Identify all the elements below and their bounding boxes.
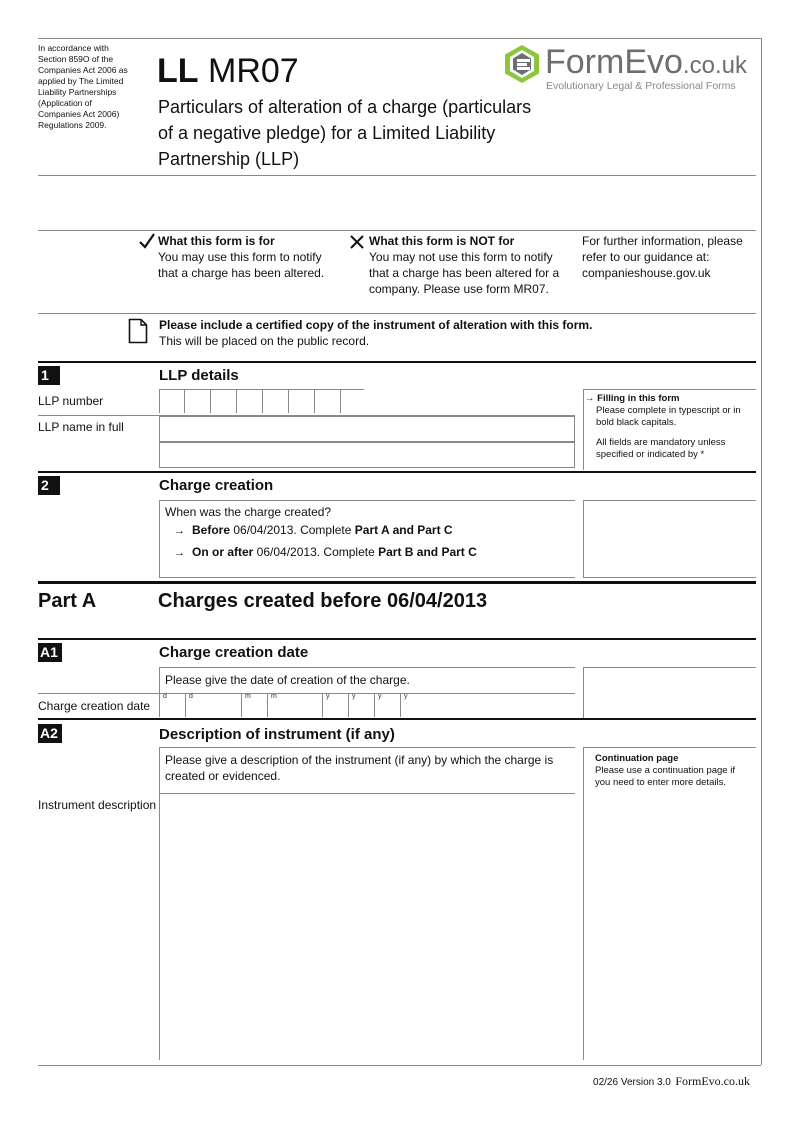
footer-brand: FormEvo.co.uk (675, 1074, 750, 1088)
date-month-1[interactable]: m (241, 693, 263, 717)
footer (540, 1072, 750, 1090)
instrument-description-field[interactable] (159, 794, 575, 1060)
llp-name-label: LLP name in full (38, 420, 124, 434)
document-icon (128, 318, 148, 349)
option-before[interactable]: → Before 06/04/2013. Complete Part A and Part C (174, 523, 453, 537)
legal-note: In accordance with Section 859O of the Companies Act 2006 as applied by The Limited Liability Partnerships (Application of Companies Act 2006) Regulations 2009. (38, 43, 128, 130)
form-not-for-title: What this form is NOT for (369, 234, 515, 248)
filling-in-title: Filling in this form (597, 393, 680, 404)
logo-suffix: .co.uk (682, 52, 747, 79)
charge-date-instruction: Please give the date of creation of the charge. (165, 673, 410, 687)
check-icon (138, 232, 156, 255)
option-on-or-after[interactable]: → On or after 06/04/2013. Complete Part B and Part C (174, 545, 477, 559)
llp-name-line-2[interactable] (159, 442, 575, 468)
date-year-4[interactable]: y (400, 693, 422, 717)
instrument-description-label: Instrument description (38, 798, 157, 812)
section-2-title: Charge creation (159, 477, 274, 494)
form-for-text: You may use this form to notify that a charge has been altered. (158, 250, 325, 280)
section-1-title: LLP details (159, 367, 239, 384)
notice-bold: Please include a certified copy of the instrument of alteration with this form. (159, 318, 593, 332)
section-1-number: 1 (38, 366, 60, 385)
cross-icon (349, 234, 365, 255)
section-2-side-panel (583, 500, 756, 578)
section-a1-number: A1 (38, 643, 62, 662)
section-a1-title: Charge creation date (159, 644, 309, 661)
further-info-text: For further information, please refer to our guidance at: companieshouse.gov.uk (582, 234, 743, 280)
date-year-1[interactable]: y (322, 693, 344, 717)
date-day-1[interactable]: d (159, 693, 181, 717)
filling-in-text-2: All fields are mandatory unless specified or indicated by * (596, 437, 726, 460)
continuation-title: Continuation page (595, 753, 679, 764)
charge-creation-date-label: Charge creation date (38, 699, 151, 713)
continuation-text: Please use a continuation page if you need to enter more details. (595, 765, 735, 788)
charge-creation-question: When was the charge created? (165, 505, 332, 519)
filling-in-text: Please complete in typescript or in bold black capitals. (596, 405, 741, 428)
part-a-label: Part A (38, 590, 97, 612)
date-year-3[interactable]: y (374, 693, 396, 717)
part-a-title: Charges created before 06/04/2013 (158, 590, 488, 612)
llp-name-line-1[interactable] (159, 416, 575, 442)
section-a2-title: Description of instrument (if any) (159, 726, 395, 743)
continuation-side-panel (583, 747, 756, 1060)
llp-number-label: LLP number (38, 394, 104, 408)
form-title: Particulars of alteration of a charge (particulars of a negative pledge) for a Limited Liability Partnership (LLP) (158, 97, 532, 169)
date-month-2[interactable]: m (267, 693, 289, 717)
section-2-number: 2 (38, 476, 60, 495)
arrow-icon: → (174, 525, 185, 537)
date-day-2[interactable]: d (185, 693, 207, 717)
formevo-logo-icon (502, 44, 542, 84)
arrow-icon: → (174, 547, 185, 559)
logo-text: FormEvo (545, 43, 683, 81)
form-not-for-text: You may not use this form to notify that a charge has been altered for a company. Please use form MR07. (369, 250, 560, 296)
section-a1-side-panel (583, 667, 756, 718)
instrument-instruction: Please give a description of the instrument (if any) by which the charge is created or evidenced. (165, 753, 554, 783)
date-year-2[interactable]: y (348, 693, 370, 717)
form-for-title: What this form is for (158, 234, 275, 248)
footer-version: 02/26 Version 3.0 (593, 1077, 671, 1088)
form-prefix: LL (157, 52, 199, 90)
form-code (157, 52, 299, 90)
notice-text: This will be placed on the public record. (159, 334, 370, 348)
form-number: MR07 (208, 52, 299, 90)
section-a2-number: A2 (38, 724, 62, 743)
formevo-logo (500, 42, 758, 94)
logo-tagline: Evolutionary Legal & Professional Forms (546, 80, 736, 92)
